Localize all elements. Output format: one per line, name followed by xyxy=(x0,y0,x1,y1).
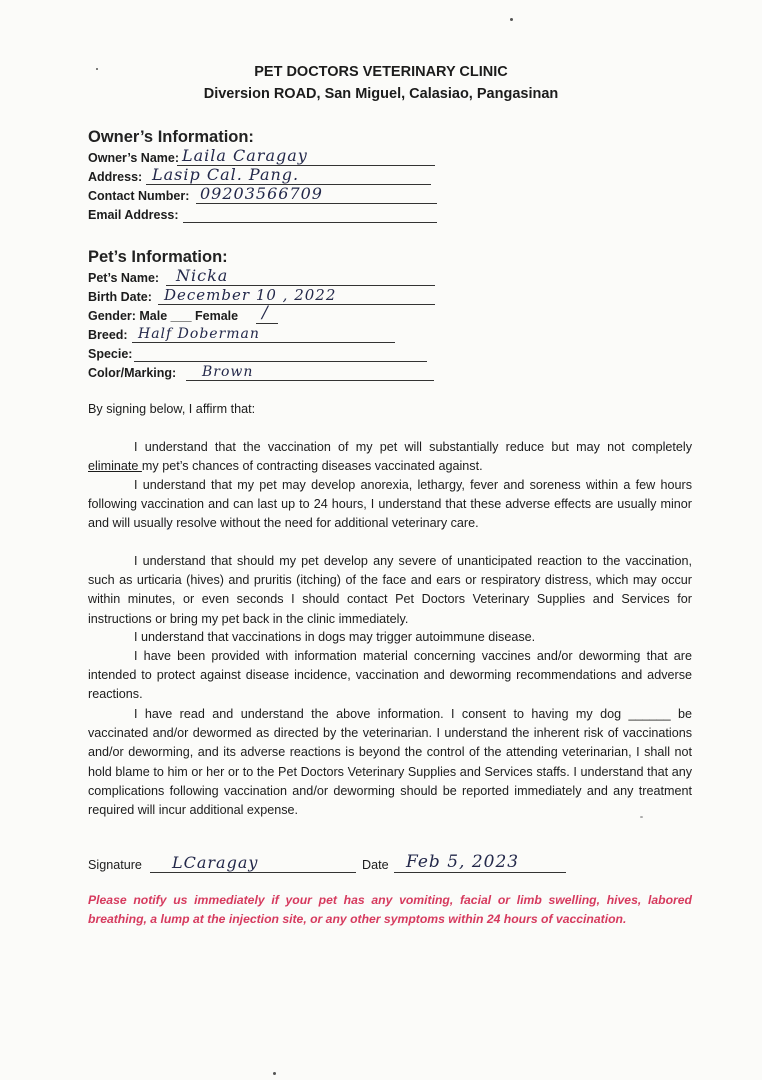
consent-paragraph-6 xyxy=(88,705,692,820)
gender-female-line xyxy=(256,323,278,324)
gender-female-mark: / xyxy=(262,303,269,323)
contact-row xyxy=(88,186,440,206)
birth-date-line xyxy=(158,304,435,305)
date-value: Feb 5, 2023 xyxy=(406,852,520,872)
birth-date-label: Birth Date: xyxy=(88,290,152,304)
specie-row xyxy=(88,344,430,364)
consent-paragraph-5 xyxy=(88,647,692,705)
breed-value: Half Doberman xyxy=(138,326,260,342)
date-line xyxy=(394,872,566,873)
clinic-name: PET DOCTORS VETERINARY CLINIC xyxy=(254,64,508,80)
pet-name-value: Nicka xyxy=(176,266,229,285)
scan-speck xyxy=(640,816,643,818)
p6-text: I have read and understand the above information. I consent to having my dog ______ be vaccinated and/or dewormed as directed by the veterinarian. I understand the inherent risk of vaccinations and/or deworming, and its adverse reactions is beyond the control of the attending veterinarian, I shall not hold blame to him or her or to the Pet Doctors Veterinary Supplies and Services staffs. I understand that any complications following vaccination and/or deworming should be reported immediately and any treatment required will incur additional expense. xyxy=(88,707,692,818)
birth-date-value: December 10 , 2022 xyxy=(164,286,337,304)
consent-paragraph-3 xyxy=(88,552,692,629)
breed-label: Breed: xyxy=(88,328,128,342)
signature-value: LCaragay xyxy=(172,853,259,872)
color-label: Color/Marking: xyxy=(88,366,177,380)
affirm-intro: By signing below, I affirm that: xyxy=(88,402,256,416)
contact-line xyxy=(196,203,437,204)
email-row xyxy=(88,205,440,225)
pet-name-label: Pet’s Name: xyxy=(88,271,160,285)
consent-paragraph-2 xyxy=(88,476,692,534)
color-line xyxy=(186,380,434,381)
contact-value: 09203566709 xyxy=(200,184,323,203)
email-label: Email Address: xyxy=(88,208,179,222)
breed-row xyxy=(88,325,398,345)
signature-line xyxy=(150,872,356,873)
consent-paragraph-4 xyxy=(88,628,692,647)
specie-label: Specie: xyxy=(88,347,133,361)
scan-speck xyxy=(273,1072,276,1075)
p5-text: I have been provided with information material concerning vaccines and/or deworming that are intended to protect against disease incidence, vaccination and deworming recommendations and adverse reactions. xyxy=(88,649,692,702)
p2-text: I understand that my pet may develop anorexia, lethargy, fever and soreness within a few hours following vaccination and can last up to 24 hours, I understand that these adverse effects are usually minor and will usually resolve without the need for additional veterinary care. xyxy=(88,478,692,531)
gender-label: Gender: Male ___ Female xyxy=(88,309,239,323)
address-label: Address: xyxy=(88,170,143,184)
color-row xyxy=(88,363,438,383)
owner-name-value: Laila Caragay xyxy=(182,146,308,165)
p3-text: I understand that should my pet develop any severe of unanticipated reaction to the vaccination, such as urticaria (hives) and pruritis (itching) of the face and ears or respiratory distress, which may occur within minutes, or even seconds I should contact Pet Doctors Veterinary Supplies and Services for instructions or bring my pet back in the clinic immediately. xyxy=(88,554,692,626)
signature-row xyxy=(88,852,358,876)
address-value: Lasip Cal. Pang. xyxy=(152,165,300,184)
p1-text-after: my pet’s chances of contracting diseases vaccinated against. xyxy=(141,459,483,474)
date-row xyxy=(362,852,572,876)
post-vaccination-notice: Please notify us immediately if your pet has any vomiting, facial or limb swelling, hives, labored breathing, a lump at the injection site, or any other symptoms within 24 hours of vaccination. xyxy=(88,893,692,926)
specie-line xyxy=(134,361,427,362)
pet-name-row xyxy=(88,268,438,288)
clinic-address: Diversion ROAD, San Miguel, Calasiao, Pangasinan xyxy=(203,86,559,102)
signature-label: Signature xyxy=(88,858,142,872)
email-line xyxy=(183,222,437,223)
p1-text-before: I understand that the vaccination of my pet will substantially reduce but may not completely xyxy=(134,440,692,454)
scan-speck xyxy=(96,68,98,70)
contact-label: Contact Number: xyxy=(88,189,190,203)
pet-section-title: Pet’s Information: xyxy=(88,248,228,266)
p1-underlined: eliminate xyxy=(88,459,142,474)
color-value: Brown xyxy=(202,364,254,380)
date-label: Date xyxy=(362,858,389,872)
owner-section-title: Owner’s Information: xyxy=(88,128,254,146)
owner-name-label: Owner’s Name: xyxy=(88,151,180,165)
gender-row xyxy=(88,303,288,326)
breed-line xyxy=(132,342,395,343)
consent-paragraph-1 xyxy=(88,438,692,476)
scan-speck xyxy=(510,18,513,21)
p4-text: I understand that vaccinations in dogs may trigger autoimmune disease. xyxy=(134,630,536,644)
